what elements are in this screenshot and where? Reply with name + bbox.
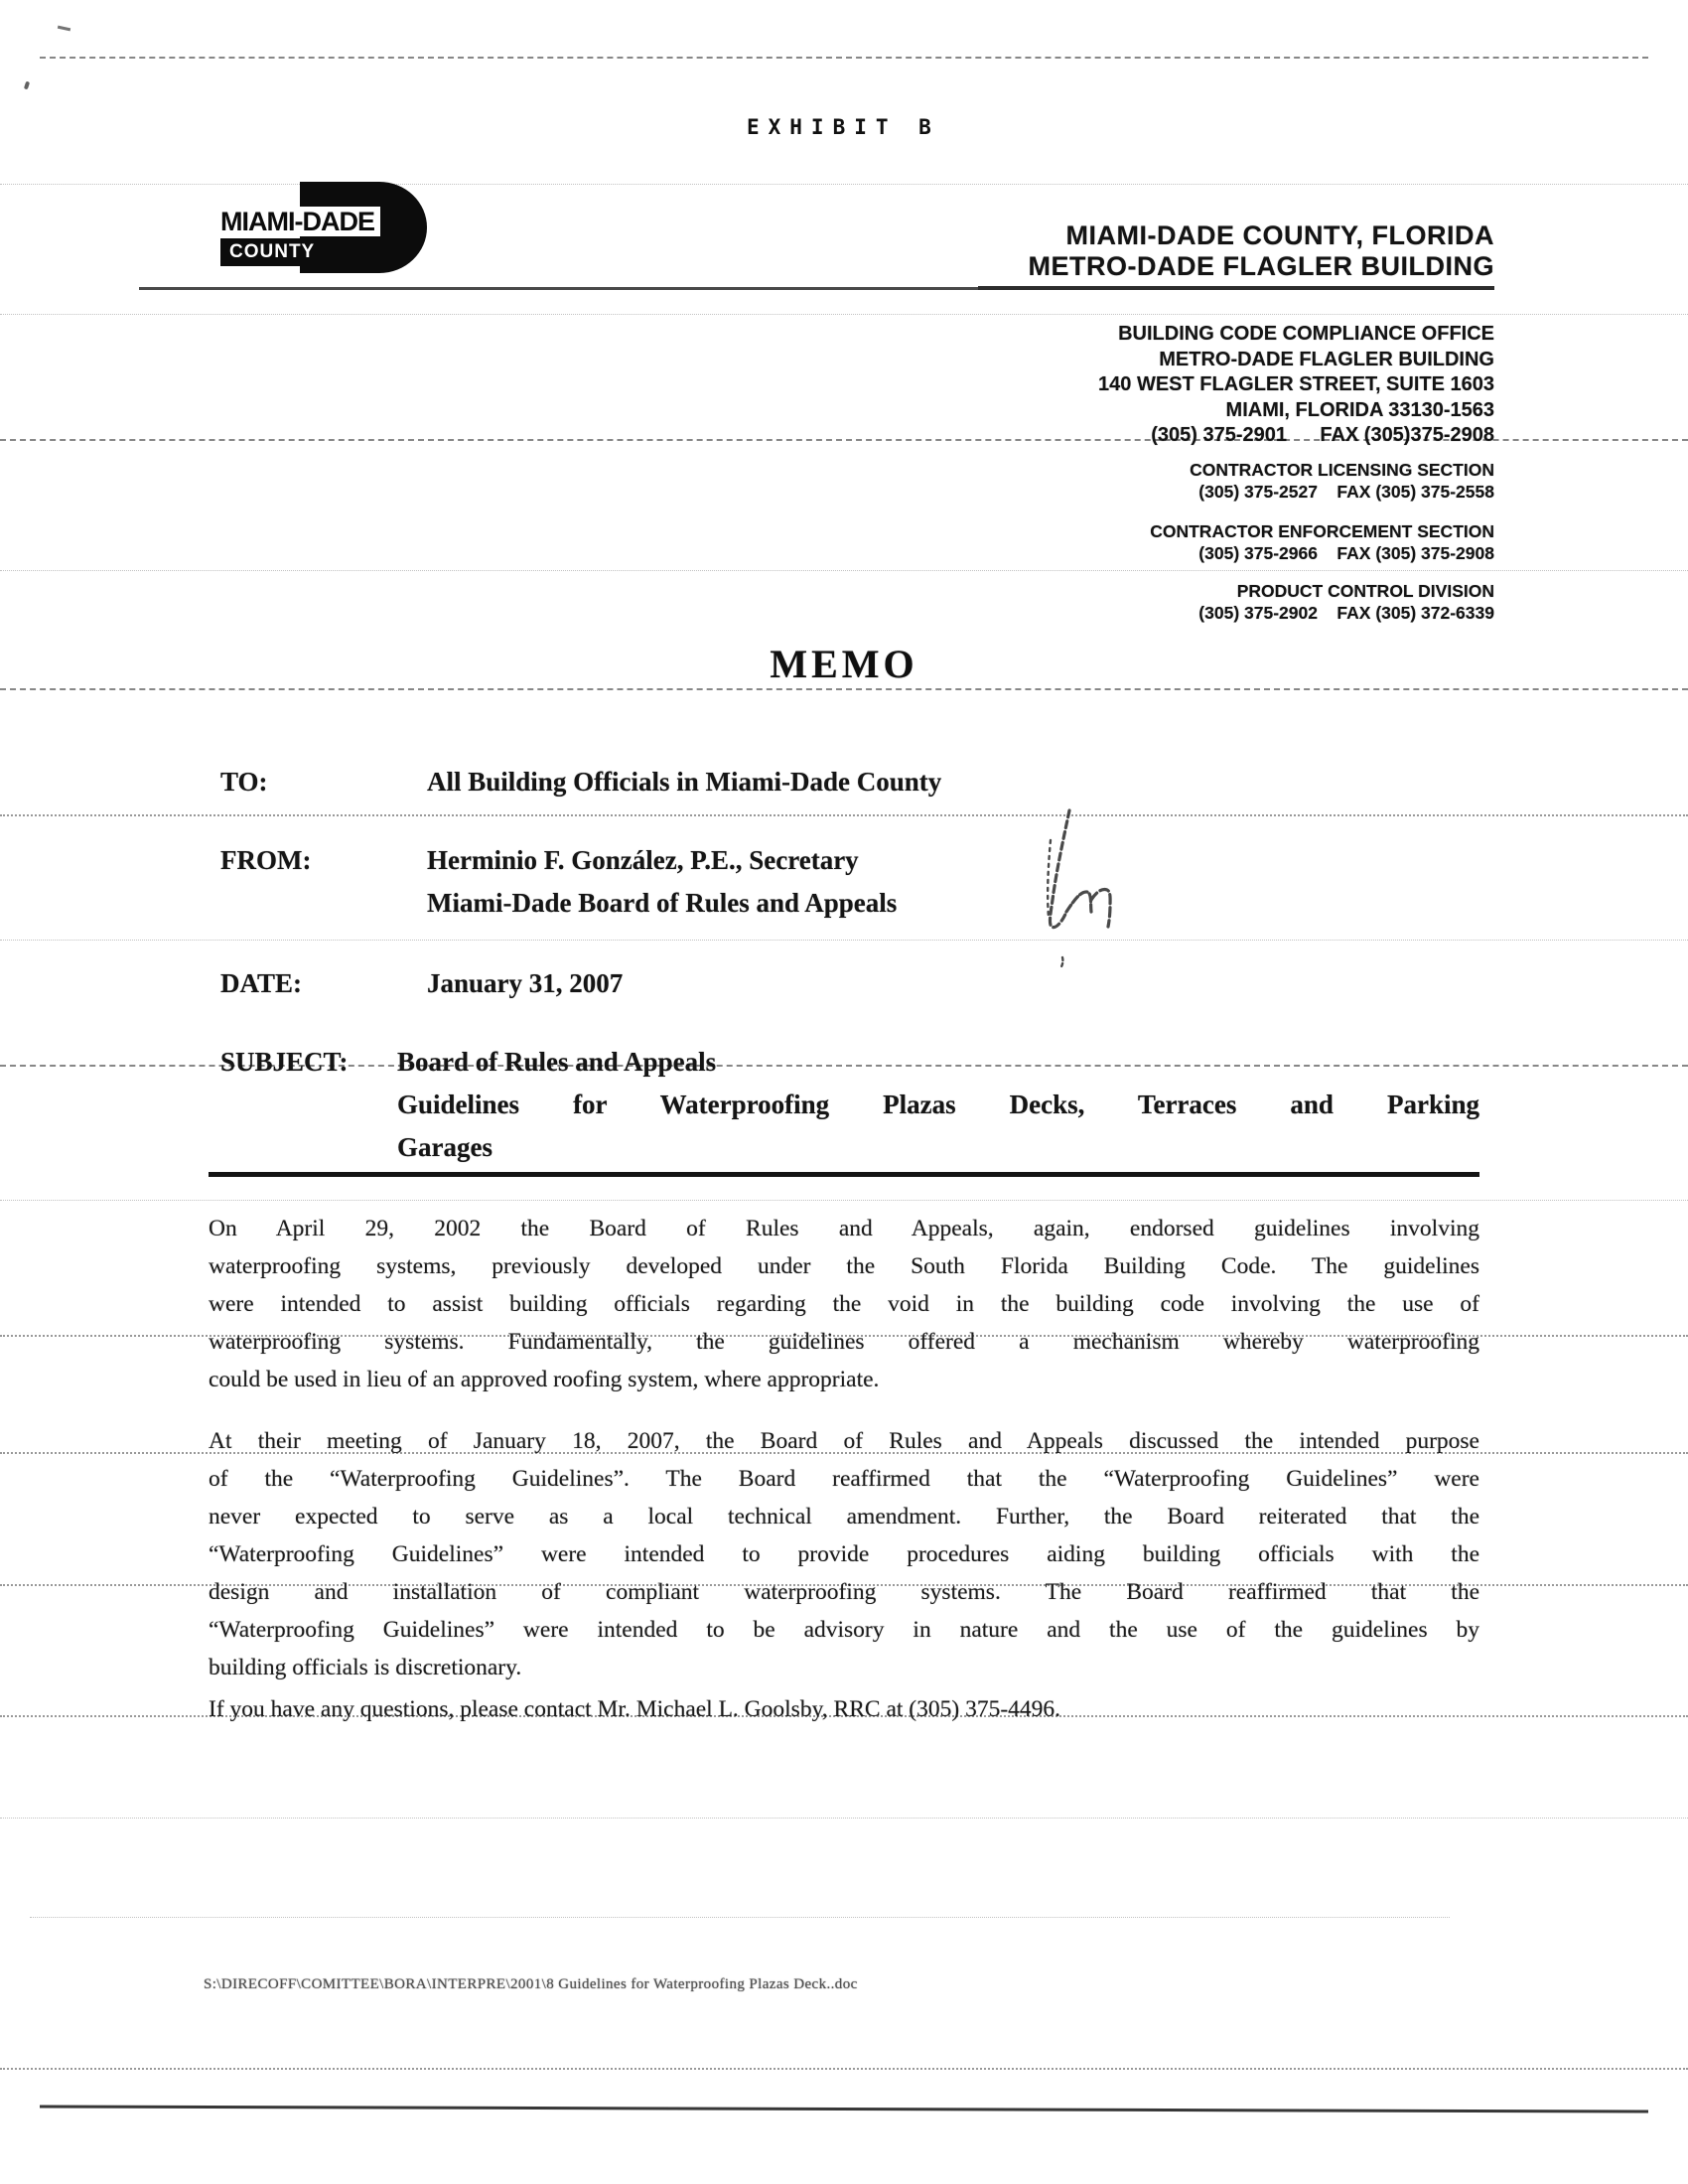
subject-line3: Garages — [397, 1132, 492, 1162]
from-label: FROM: — [220, 845, 312, 875]
body-paragraph-1 — [209, 1210, 1479, 1398]
signature-scribble — [1023, 801, 1162, 979]
memo-title: MEMO — [770, 642, 918, 686]
text-line: building officials is discretionary. — [209, 1655, 522, 1680]
date-value: January 31, 2007 — [427, 968, 624, 998]
scan-line — [0, 570, 1688, 571]
text-line: waterproofing systems, previously developed under the South Florida Building Code. The guidelines — [209, 1253, 1479, 1279]
text-line: At their meeting of January 18, 2007, the Board of Rules and Appeals discussed the intended purpose — [209, 1428, 1479, 1454]
text-line: 140 WEST FLAGLER STREET, SUITE 1603 — [1098, 373, 1494, 395]
text-line: design and installation of compliant waterproofing systems. The Board reaffirmed that the — [209, 1579, 1479, 1605]
scan-line — [30, 1917, 1450, 1918]
header-underline-bold — [978, 286, 1494, 290]
logo-name-bottom: COUNTY — [220, 238, 324, 266]
section-product-control — [894, 580, 1494, 624]
exhibit-stamp: EXHIBIT B — [747, 115, 940, 139]
contact-line: If you have any questions, please contact Mr. Michael L. Goolsby, RRC at (305) 375-4496. — [209, 1696, 1061, 1722]
subject-line1: Board of Rules and Appeals — [397, 1047, 717, 1077]
to-label: TO: — [220, 767, 268, 797]
scan-line — [40, 2105, 1648, 2112]
text-line: On April 29, 2002 the Board of Rules and Appeals, again, endorsed guidelines involving — [209, 1216, 1479, 1241]
text-line: never expected to serve as a local technical amendment. Further, the Board reiterated that the — [209, 1504, 1479, 1529]
footer-file-path: S:\DIRECOFF\COMITTEE\BORA\INTERPRE\2001\8 Guidelines for Waterproofing Plazas Deck..doc — [204, 1976, 858, 1992]
scan-line — [0, 1200, 1688, 1201]
section-contractor-licensing — [894, 459, 1494, 503]
section-phones: (305) 375-2527 FAX (305) 375-2558 — [1198, 482, 1494, 502]
subject-rule — [209, 1172, 1479, 1177]
section-title: PRODUCT CONTROL DIVISION — [1236, 581, 1494, 601]
scan-line — [0, 314, 1688, 315]
office-address-block — [894, 322, 1494, 449]
scan-line — [0, 1818, 1688, 1819]
section-phones: (305) 375-2966 FAX (305) 375-2908 — [1198, 543, 1494, 563]
scan-line — [0, 688, 1688, 690]
text-line: METRO-DADE FLAGLER BUILDING — [1159, 348, 1494, 370]
text-line: MIAMI, FLORIDA 33130-1563 — [1225, 398, 1494, 421]
scan-line — [0, 2068, 1688, 2070]
scan-line — [0, 940, 1688, 941]
text-line: of the “Waterproofing Guidelines”. The Board reaffirmed that the “Waterproofing Guidelines” were — [209, 1466, 1479, 1492]
section-phones: (305) 375-2902 FAX (305) 372-6339 — [1198, 603, 1494, 623]
body-paragraph-2 — [209, 1422, 1479, 1686]
text-line: could be used in lieu of an approved roofing system, where appropriate. — [209, 1367, 880, 1392]
section-title: CONTRACTOR ENFORCEMENT SECTION — [1150, 521, 1494, 541]
subject-label: SUBJECT: — [220, 1047, 349, 1077]
date-label: DATE: — [220, 968, 303, 998]
header-county-line2: METRO-DADE FLAGLER BUILDING — [1028, 251, 1494, 281]
to-value: All Building Officials in Miami-Dade County — [427, 767, 942, 797]
text-line: were intended to assist building officials regarding the void in the building code involving the use of — [209, 1291, 1479, 1317]
text-line: (305) 375-2901 FAX (305)375-2908 — [1151, 424, 1494, 446]
header-county-line1: MIAMI-DADE COUNTY, FLORIDA — [1065, 220, 1494, 250]
text-line: BUILDING CODE COMPLIANCE OFFICE — [1118, 323, 1494, 345]
section-title: CONTRACTOR LICENSING SECTION — [1190, 460, 1494, 480]
scan-speck — [24, 81, 30, 90]
text-line: “Waterproofing Guidelines” were intended to provide procedures aiding building officials with the — [209, 1541, 1479, 1567]
logo-name-top: MIAMI-DADE — [220, 207, 380, 236]
subject-line2: Guidelines for Waterproofing Plazas Decks, Terraces and Parking — [397, 1090, 1479, 1119]
scan-line — [0, 814, 1688, 816]
from-value-line2: Miami-Dade Board of Rules and Appeals — [427, 888, 898, 918]
section-contractor-enforcement — [894, 520, 1494, 564]
header-underline — [139, 287, 978, 290]
text-line: waterproofing systems. Fundamentally, the guidelines offered a mechanism whereby waterproofing — [209, 1329, 1479, 1355]
text-line: “Waterproofing Guidelines” were intended to be advisory in nature and the use of the guidelines by — [209, 1617, 1479, 1643]
scan-line — [40, 57, 1648, 59]
from-value-line1: Herminio F. González, P.E., Secretary — [427, 845, 859, 875]
miami-dade-county-logo — [220, 182, 434, 274]
header-county-lines — [894, 220, 1494, 282]
scan-speck — [58, 26, 70, 32]
